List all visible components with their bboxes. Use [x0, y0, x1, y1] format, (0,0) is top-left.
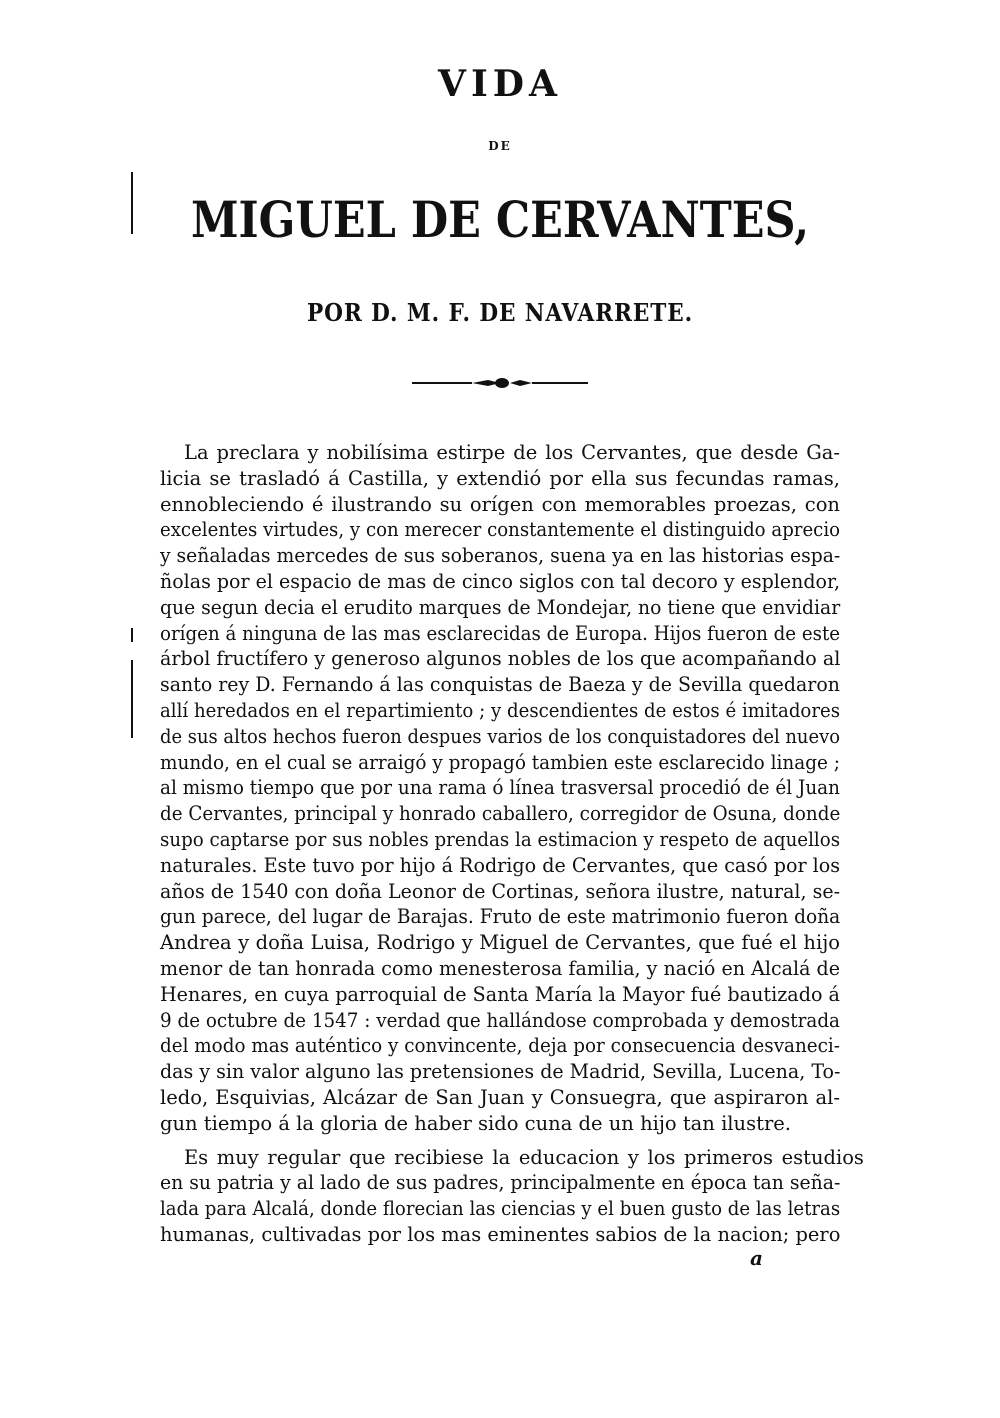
text-line: de Cervantes, principal y honrado caballero, corregidor de Osuna, donde: [160, 802, 841, 826]
text-line: al mismo tiempo que por una rama ó línea trasversal procedió de él Juan: [160, 776, 840, 800]
text-line: que segun decia el erudito marques de Mondejar, no tiene que envidiar: [160, 595, 841, 619]
ornamental-rule-icon: [410, 374, 590, 392]
text-line: de sus altos hechos fueron despues varios de los conquistadores del nuevo: [160, 724, 840, 748]
text-line: 9 de octubre de 1547 : verdad que hallándose comprobada y demostrada: [160, 1008, 840, 1032]
text-line: naturales. Este tuvo por hijo á Rodrigo de Cervantes, que casó por los: [160, 853, 841, 877]
text-line: del modo mas auténtico y convincente, deja por consecuencia desvaneci-: [160, 1034, 840, 1058]
text-line: orígen á ninguna de las mas esclarecidas de Europa. Hijos fueron de este: [160, 621, 841, 645]
text-line: y señaladas mercedes de sus soberanos, suena ya en las historias espa-: [160, 544, 841, 568]
text-line: mundo, en el cual se arraigó y propagó tambien este esclarecido linage ;: [160, 750, 840, 774]
text-line: Andrea y doña Luisa, Rodrigo y Miguel de Cervantes, que fué el hijo: [160, 931, 840, 955]
title-name: MIGUEL DE CERVANTES,: [190, 190, 810, 249]
text-line: santo rey D. Fernando á las conquistas de Baeza y de Sevilla quedaron: [160, 673, 840, 697]
text-line: en su patria y al lado de sus padres, principalmente en época tan seña-: [160, 1171, 841, 1195]
paragraph: [160, 1145, 864, 1248]
text-line: años de 1540 con doña Leonor de Cortinas, señora ilustre, natural, se-: [160, 879, 840, 903]
text-line: humanas, cultivadas por los mas eminentes sabios de la nacion; pero: [160, 1222, 841, 1246]
text-line: ñolas por el espacio de mas de cinco siglos con tal decoro y esplendor,: [160, 569, 840, 593]
title-de: DE: [488, 139, 512, 153]
text-line: Henares, en cuya parroquial de Santa María la Mayor fué bautizado á: [160, 982, 840, 1006]
text-line: licia se trasladó á Castilla, y extendió por ella sus fecundas ramas,: [160, 466, 840, 490]
margin-mark: [131, 172, 133, 234]
text-line: ledo, Esquivias, Alcázar de San Juan y Consuegra, que aspiraron al-: [160, 1085, 840, 1109]
body-text: [160, 440, 864, 1248]
text-line: lada para Alcalá, donde florecian las ciencias y el buen gusto de las letras: [160, 1197, 841, 1221]
text-line: ennobleciendo é ilustrando su orígen con memorables proezas, con: [160, 492, 840, 516]
text-line: La preclara y nobilísima estirpe de los Cervantes, que desde Ga-: [184, 441, 840, 464]
text-line: allí heredados en el repartimiento ; y descendientes de estos é imitadores: [160, 698, 841, 722]
title-vida: VIDA: [438, 63, 562, 105]
text-line: das y sin valor alguno las pretensiones de Madrid, Sevilla, Lucena, To-: [160, 1060, 841, 1084]
text-line: supo captarse por sus nobles prendas la estimacion y respeto de aquellos: [160, 827, 841, 851]
signature-mark: a: [750, 1246, 763, 1270]
paragraph: [160, 440, 840, 1137]
title-author: POR D. M. F. DE NAVARRETE.: [306, 298, 693, 327]
text-line: gun parece, del lugar de Barajas. Fruto de este matrimonio fueron doña: [160, 905, 841, 929]
text-line: menor de tan honrada como menesterosa familia, y nació en Alcalá de: [160, 956, 840, 980]
margin-mark: [131, 628, 133, 642]
text-line: Es muy regular que recibiese la educacion y los primeros estudios: [183, 1145, 864, 1169]
text-line: árbol fructífero y generoso algunos nobles de los que acompañando al: [160, 647, 841, 671]
text-line: gun tiempo á la gloria de haber sido cuna de un hijo tan ilustre.: [160, 1111, 791, 1135]
margin-mark: [131, 660, 133, 738]
text-line: excelentes virtudes, y con merecer constantemente el distinguido aprecio: [160, 518, 841, 542]
